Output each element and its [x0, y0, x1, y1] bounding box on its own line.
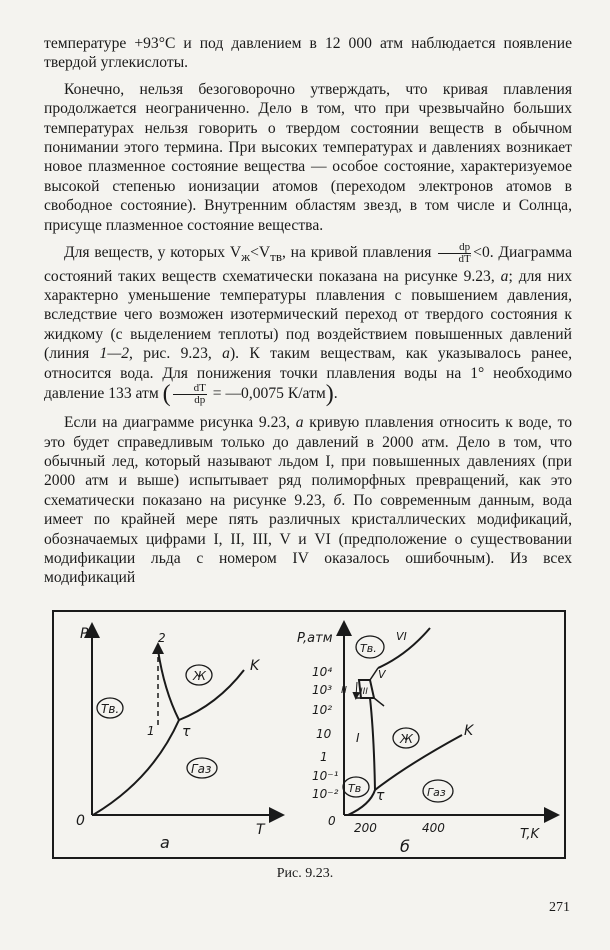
diagram-b [344, 628, 552, 815]
paragraph [44, 242, 572, 406]
paren-close: ) [325, 380, 334, 407]
fraction-denominator: dp [194, 394, 206, 407]
paren-open: ( [162, 380, 171, 407]
label-panel-b: б [400, 837, 410, 856]
text-run: а [295, 414, 304, 432]
text-run: <V [250, 244, 271, 262]
diagram-a-labels [76, 626, 266, 852]
text-run: ). К таким веществам, как указывалось ранее, относится вода. Для понижения точки плавления воды на 1° необходимо давление 133 атм [44, 345, 572, 403]
line-v [370, 668, 378, 680]
vaporization-curve-right [375, 735, 462, 790]
text-run: , на кривой плавления [281, 244, 432, 262]
text-run: . [333, 385, 338, 403]
text-run: температуре +93°C и под давлением в 12 000 атм наблюдается появление твердой углекислоты. [44, 35, 572, 72]
label-solid-left: Тв. [101, 702, 120, 716]
label-origin-left: 0 [76, 813, 85, 829]
label-liquid-right: Ж [400, 732, 413, 746]
text-run: ; для них характерно уменьшение температуры плавления с повышением давления, вследствие чего возможен изотермический переход от твердого состояния к жидкому (с выделением теплоты) под воздействием повышенных давлений (линия [44, 267, 572, 363]
figure-frame [53, 611, 565, 858]
label-gas-right: Газ [427, 786, 446, 799]
label-origin-right: 0 [328, 814, 336, 828]
tick-y-10-4: 10⁴ [312, 665, 333, 679]
label-phase-v: V [378, 668, 386, 681]
label-point-1: 1 [147, 724, 155, 738]
text-run: б [333, 491, 342, 509]
fraction [173, 383, 207, 406]
text-run: Для веществ, у которых V [64, 244, 242, 262]
fraction-denominator: dT [458, 253, 471, 266]
text-run: кривую плавления относить к воде, то это будет справедливым только до давлений в 2000 атм. Дело в том, что обычный лед, который называют льдом I, при повышенных давлениях (при 2000 атм и выше) испытывает ряд полиморфных превращений, как это схематически показано на рисунке 9.23, [44, 414, 572, 509]
line-ij [374, 698, 384, 706]
label-panel-a: а [160, 833, 170, 852]
text-run: 1—2 [99, 345, 130, 363]
label-phase-i: I [356, 731, 360, 745]
page-number: 271 [549, 900, 570, 915]
label-axis-t-left: T [256, 822, 265, 838]
label-solid-low: Тв [348, 782, 362, 795]
text-run: , рис. 9.23, [129, 345, 223, 363]
label-phase-ii: II [341, 685, 347, 696]
text-run: . По современным данным, вода имеет по крайней мере пять различных кристаллических модификаций, обозначаемых цифрами I, II, III, V и VI (предположение о существовании модификации льда с номером IV оказалось ошибочным). Из всех модификаций [44, 491, 572, 587]
paragraph [44, 34, 572, 73]
text-run: Если на диаграмме рисунка 9.23, [64, 414, 296, 432]
paragraph [44, 80, 572, 235]
tick-y-1: 1 [320, 750, 328, 764]
tick-y-10-m2: 10⁻² [312, 787, 339, 801]
figure-caption: Рис. 9.23. [276, 866, 334, 881]
text-run: Конечно, нельзя безоговорочно утверждать, что кривая плавления продолжается неограниченно. Дело в том, что при чрезвычайно больших температурах нельзя говорить о твердом состоянии веществ в обычном понимании этого термина. При высоких температурах и давлениях возникает новое плазменное состояние вещества — особое состояние, характеризуемое высокой степенью ионизации атомов (переходом электронов атомов в свободное состояние). Внутренним областям звезд, в том числе и Солнца, присуще плазменное состояние вещества. [44, 80, 572, 234]
tick-y-10-2: 10² [312, 703, 333, 717]
label-liquid-left: Ж [193, 669, 206, 683]
sublimation-curve-left [93, 720, 179, 815]
tick-y-10: 10 [316, 727, 332, 741]
label-solid-right: Тв. [360, 642, 377, 655]
phase-diagram-figure [52, 610, 566, 860]
label-axis-t-right: T,K [520, 827, 540, 842]
label-gas-left: Газ [191, 762, 212, 776]
label-phase-iii: III [360, 687, 368, 697]
subscript: тв [270, 249, 282, 265]
arrow-ii [356, 682, 357, 696]
melting-curve-right [370, 698, 375, 790]
label-axis-p-left: P [80, 626, 89, 642]
tick-x-400: 400 [422, 821, 445, 835]
text-run: <0. Диаграмма состояний таких веществ схематически показана на рисунке 9.23, [44, 244, 572, 285]
text-run: а [500, 267, 509, 285]
label-point-2: 2 [158, 631, 166, 645]
tick-y-10-m1: 10⁻¹ [312, 769, 339, 783]
label-triple-left: τ [182, 724, 191, 740]
paragraph [44, 413, 572, 588]
tick-y-10-3: 10³ [312, 683, 333, 697]
subscript: ж [241, 249, 251, 265]
label-k-left: K [250, 658, 260, 674]
label-k-right: K [464, 723, 474, 739]
fraction-numerator: dp [438, 242, 471, 254]
label-phase-vi: VI [396, 630, 407, 643]
phase-diagram-svg [52, 610, 566, 860]
label-triple-right: τ [376, 788, 385, 804]
melting-curve-left [158, 650, 179, 720]
text-run: а [222, 345, 230, 363]
text-run: = —0,0075 К/атм [208, 385, 326, 403]
fraction [438, 242, 471, 265]
body-text [44, 34, 572, 595]
fraction-numerator: dT [173, 383, 207, 395]
label-axis-p-right: P,атм [297, 631, 333, 646]
tick-x-200: 200 [354, 821, 377, 835]
diagram-b-labels [297, 630, 541, 856]
